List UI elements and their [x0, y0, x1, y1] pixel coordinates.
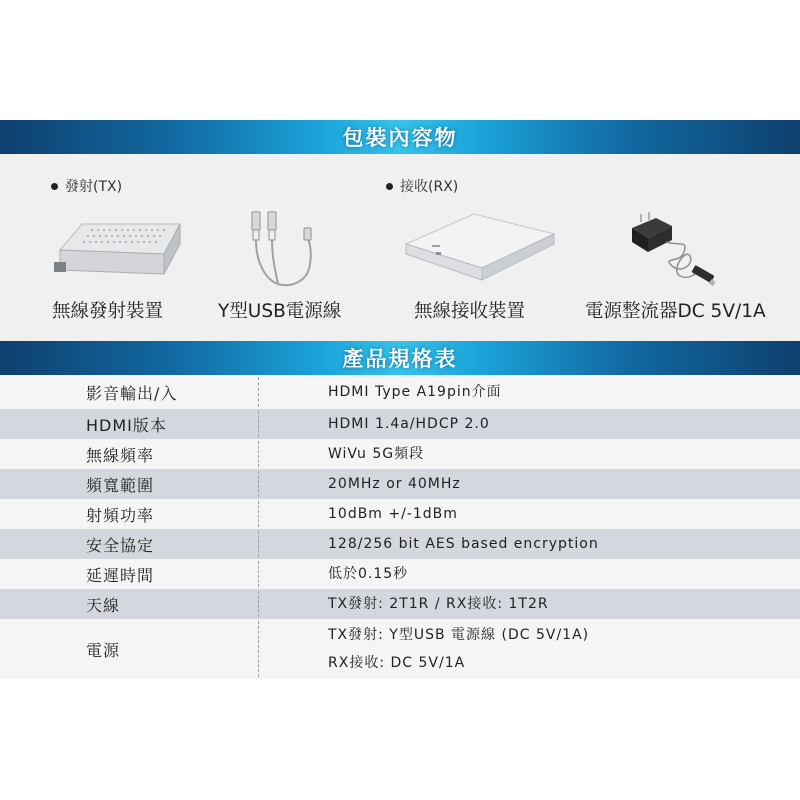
spec-label: 安全協定 [86, 535, 155, 555]
package-contents-title: 包裝內容物 [342, 126, 458, 150]
dashed-divider [258, 591, 259, 617]
spec-label: 延遲時間 [86, 565, 155, 585]
item-name-receiver: 無線接收裝置 [414, 301, 526, 322]
spec-row [0, 439, 800, 469]
rx-group-label [386, 176, 458, 196]
dashed-divider [258, 621, 259, 677]
item-name-power-adapter: 電源整流器DC 5V/1A [585, 301, 766, 322]
spec-label: HDMI版本 [86, 415, 167, 435]
spec-value: HDMI 1.4a/HDCP 2.0 [328, 416, 490, 432]
spec-value-group [258, 621, 589, 677]
spec-row [0, 375, 800, 409]
spec-row [0, 619, 800, 679]
dashed-divider [258, 471, 259, 497]
dashed-divider [258, 377, 259, 407]
dashed-divider [258, 441, 259, 467]
dashed-divider [258, 411, 259, 437]
dashed-divider [258, 561, 259, 587]
spec-value: RX接收: DC 5V/1A [328, 655, 466, 671]
receiver-icon [402, 208, 557, 286]
spec-row [0, 589, 800, 619]
spec-value: 128/256 bit AES based encryption [328, 536, 599, 552]
spec-value: WiVu 5G頻段 [328, 446, 425, 462]
spec-row [0, 499, 800, 529]
spec-row [0, 409, 800, 439]
usb-y-cable-icon [238, 208, 328, 293]
spec-label: 影音輸出/入 [86, 383, 178, 403]
spec-value: TX發射: 2T1R / RX接收: 1T2R [328, 596, 549, 612]
item-name-transmitter: 無線發射裝置 [52, 301, 164, 322]
tx-group-label [51, 176, 122, 196]
package-contents-banner [0, 120, 800, 154]
transmitter-icon [52, 210, 182, 285]
spec-row [0, 559, 800, 589]
power-adapter-icon [628, 212, 718, 292]
tx-group-text: 發射(TX) [65, 179, 123, 195]
spec-label: 頻寬範圍 [86, 475, 155, 495]
spec-table-title: 產品規格表 [342, 347, 458, 371]
spec-label: 天線 [86, 595, 121, 615]
spec-label: 電源 [86, 640, 121, 660]
spec-label: 無線頻率 [86, 445, 155, 465]
spec-label: 射頻功率 [86, 505, 155, 525]
spec-value: TX發射: Y型USB 電源線 (DC 5V/1A) [328, 627, 590, 643]
spec-table [0, 375, 800, 679]
item-name-usb-cable: Y型USB電源線 [218, 301, 342, 322]
dashed-divider [258, 501, 259, 527]
spec-value: 20MHz or 40MHz [328, 476, 461, 492]
spec-table-banner [0, 341, 800, 375]
spec-value: HDMI Type A19pin介面 [328, 384, 502, 400]
dashed-divider [258, 531, 259, 557]
spec-value: 10dBm +/-1dBm [328, 506, 458, 522]
spec-row [0, 529, 800, 559]
bullet-icon [51, 183, 58, 190]
rx-group-text: 接收(RX) [400, 179, 459, 195]
bullet-icon [386, 183, 393, 190]
spec-value: 低於0.15秒 [328, 566, 409, 582]
spec-row [0, 469, 800, 499]
